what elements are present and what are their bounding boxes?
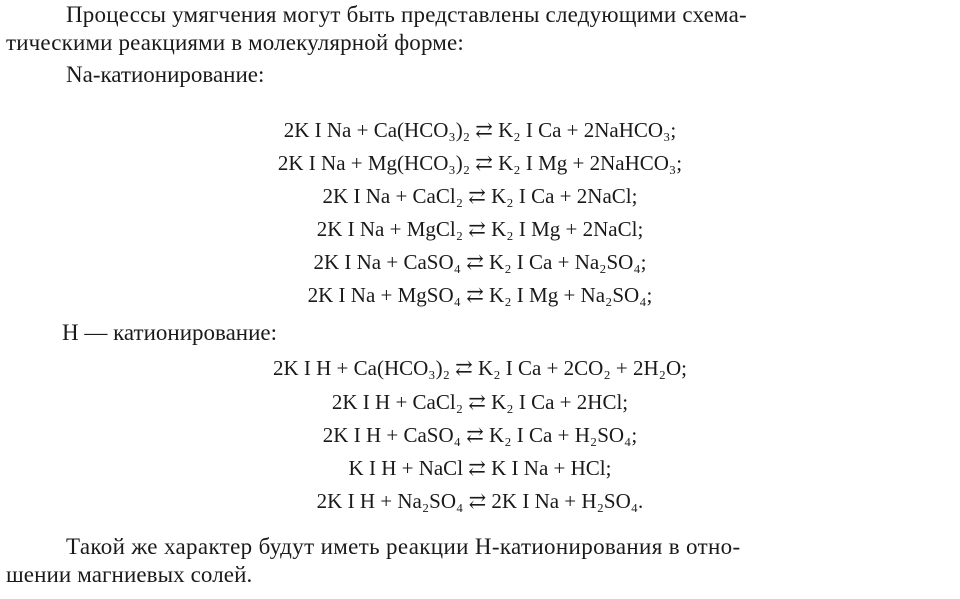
h-equation-5	[0, 488, 960, 514]
intro-line-2: тическими реакциями в молекулярной форме:	[6, 30, 464, 55]
equation-text: 2K I H + CaSO₄ ⇄ K₂ I Ca + H₂SO₄;	[322, 423, 638, 447]
equation-text: 2K I Na + Ca(HCO₃)₂ ⇄ K₂ I Ca + 2NaHCO₃;	[283, 118, 677, 142]
equation-text: 2K I Na + Mg(HCO₃)₂ ⇄ K₂ I Mg + 2NaHCO₃;	[277, 151, 683, 175]
na-equation-6	[0, 282, 960, 308]
equation-text: K I H + NaCl ⇄ K I Na + HCl;	[348, 456, 612, 480]
na-equation-1	[0, 117, 960, 143]
na-equation-2	[0, 150, 960, 176]
equation-text: 2K I Na + CaCl₂ ⇄ K₂ I Ca + 2NaCl;	[322, 184, 638, 208]
outro-line-1: Такой же характер будут иметь реакции Н-катионирования в отно-	[66, 534, 741, 559]
h-equation-1	[0, 355, 960, 381]
h-equation-3	[0, 422, 960, 448]
equation-text: 2K I H + CaCl₂ ⇄ K₂ I Ca + 2HCl;	[331, 390, 629, 414]
equation-text: 2K I Na + MgCl₂ ⇄ K₂ I Mg + 2NaCl;	[316, 217, 644, 241]
na-equation-4	[0, 216, 960, 242]
outro-line-2: шении магниевых солей.	[6, 562, 253, 587]
intro-line-1: Процессы умягчения могут быть представлены следующими схема-	[66, 2, 747, 27]
equation-text: 2K I H + Na₂SO₄ ⇄ 2K I Na + H₂SO₄.	[316, 489, 644, 513]
equation-text: 2K I Na + MgSO₄ ⇄ K₂ I Mg + Na₂SO₄;	[307, 283, 653, 307]
h-equation-4	[0, 455, 960, 481]
equation-text: 2K I Na + CaSO₄ ⇄ K₂ I Ca + Na₂SO₄;	[313, 250, 647, 274]
h-section-heading: H — катионирование:	[62, 320, 278, 345]
na-equation-3	[0, 183, 960, 209]
na-equation-5	[0, 249, 960, 275]
equation-text: 2K I H + Ca(HCO₃)₂ ⇄ K₂ I Ca + 2CO₂ + 2H₂O;	[272, 356, 688, 380]
h-equation-2	[0, 389, 960, 415]
na-section-heading: Na-катионирование:	[66, 62, 265, 87]
